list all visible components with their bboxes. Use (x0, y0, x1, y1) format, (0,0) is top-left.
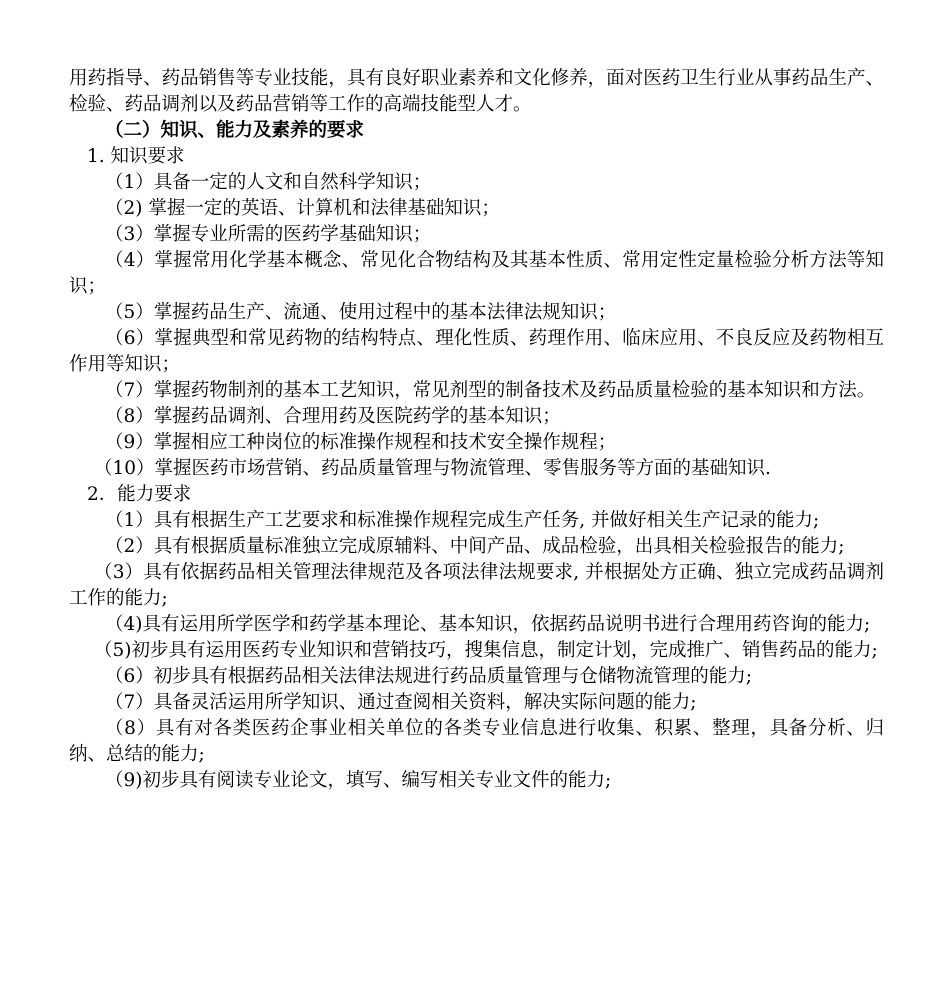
ability-item-5: （5)初步具有运用医药专业知识和营销技巧，搜集信息，制定计划，完成推广、销售药品的能力; (94, 640, 878, 661)
ability-heading: 2．能力要求 (87, 484, 192, 505)
knowledge-item-7: （7）掌握药物制剂的基本工艺知识，常见剂型的制备技术及药品质量检验的基本知识和方法。 (105, 380, 876, 401)
ability-item-8: （8）具有对各类医药企事业相关单位的各类专业信息进行收集、积累、整理，具备分析、归纳、总结的能力; (69, 718, 884, 765)
knowledge-item-1: （1）具备一定的人文和自然科学知识； (105, 172, 432, 193)
knowledge-item-4: （4）掌握常用化学基本概念、常见化合物结构及其基本性质、常用定性定量检验分析方法等知识； (69, 250, 884, 297)
knowledge-item-8: （8）掌握药品调剂、合理用药及医院药学的基本知识； (105, 406, 561, 427)
document-page (69, 66, 884, 794)
section-heading: （二）知识、能力及素养的要求 (105, 120, 365, 141)
intro-paragraph-continuation: 用药指导、药品销售等专业技能，具有良好职业素养和文化修养，面对医药卫生行业从事药品生产、检验、药品调剂以及药品营销等工作的高端技能型人才。 (69, 68, 884, 115)
knowledge-item-6: （6）掌握典型和常见药物的结构特点、理化性质、药理作用、临床应用、不良反应及药物相互作用等知识； (69, 328, 884, 375)
knowledge-heading: 1. 知识要求 (87, 146, 185, 167)
ability-item-4: （4)具有运用所学医学和药学基本理论、基本知识，依据药品说明书进行合理用药咨询的能力; (105, 614, 871, 635)
ability-item-2: （2）具有根据质量标准独立完成原辅料、中间产品、成品检验，出具相关检验报告的能力; (105, 536, 845, 557)
ability-item-9: （9)初步具有阅读专业论文，填写、编写相关专业文件的能力; (105, 770, 612, 791)
knowledge-item-10: （10）掌握医药市场营销、药品质量管理与物流管理、零售服务等方面的基础知识. (94, 458, 771, 479)
knowledge-item-3: （3）掌握专业所需的医药学基础知识； (105, 224, 432, 245)
ability-item-3: （3）具有依据药品相关管理法律规范及各项法律法规要求, 并根据处方正确、独立完成药品调剂工作的能力; (69, 562, 884, 609)
ability-item-1: （1）具有根据生产工艺要求和标准操作规程完成生产任务, 并做好相关生产记录的能力; (105, 510, 820, 531)
ability-item-6: （6）初步具有根据药品相关法律法规进行药品质量管理与仓储物流管理的能力; (105, 666, 753, 687)
knowledge-item-9: （9）掌握相应工种岗位的标准操作规程和技术安全操作规程； (105, 432, 617, 453)
knowledge-item-5: （5）掌握药品生产、流通、使用过程中的基本法律法规知识； (105, 302, 617, 323)
ability-item-7: （7）具备灵活运用所学知识、通过查阅相关资料，解决实际问题的能力; (105, 692, 697, 713)
knowledge-item-2: （2) 掌握一定的英语、计算机和法律基础知识； (105, 198, 500, 219)
